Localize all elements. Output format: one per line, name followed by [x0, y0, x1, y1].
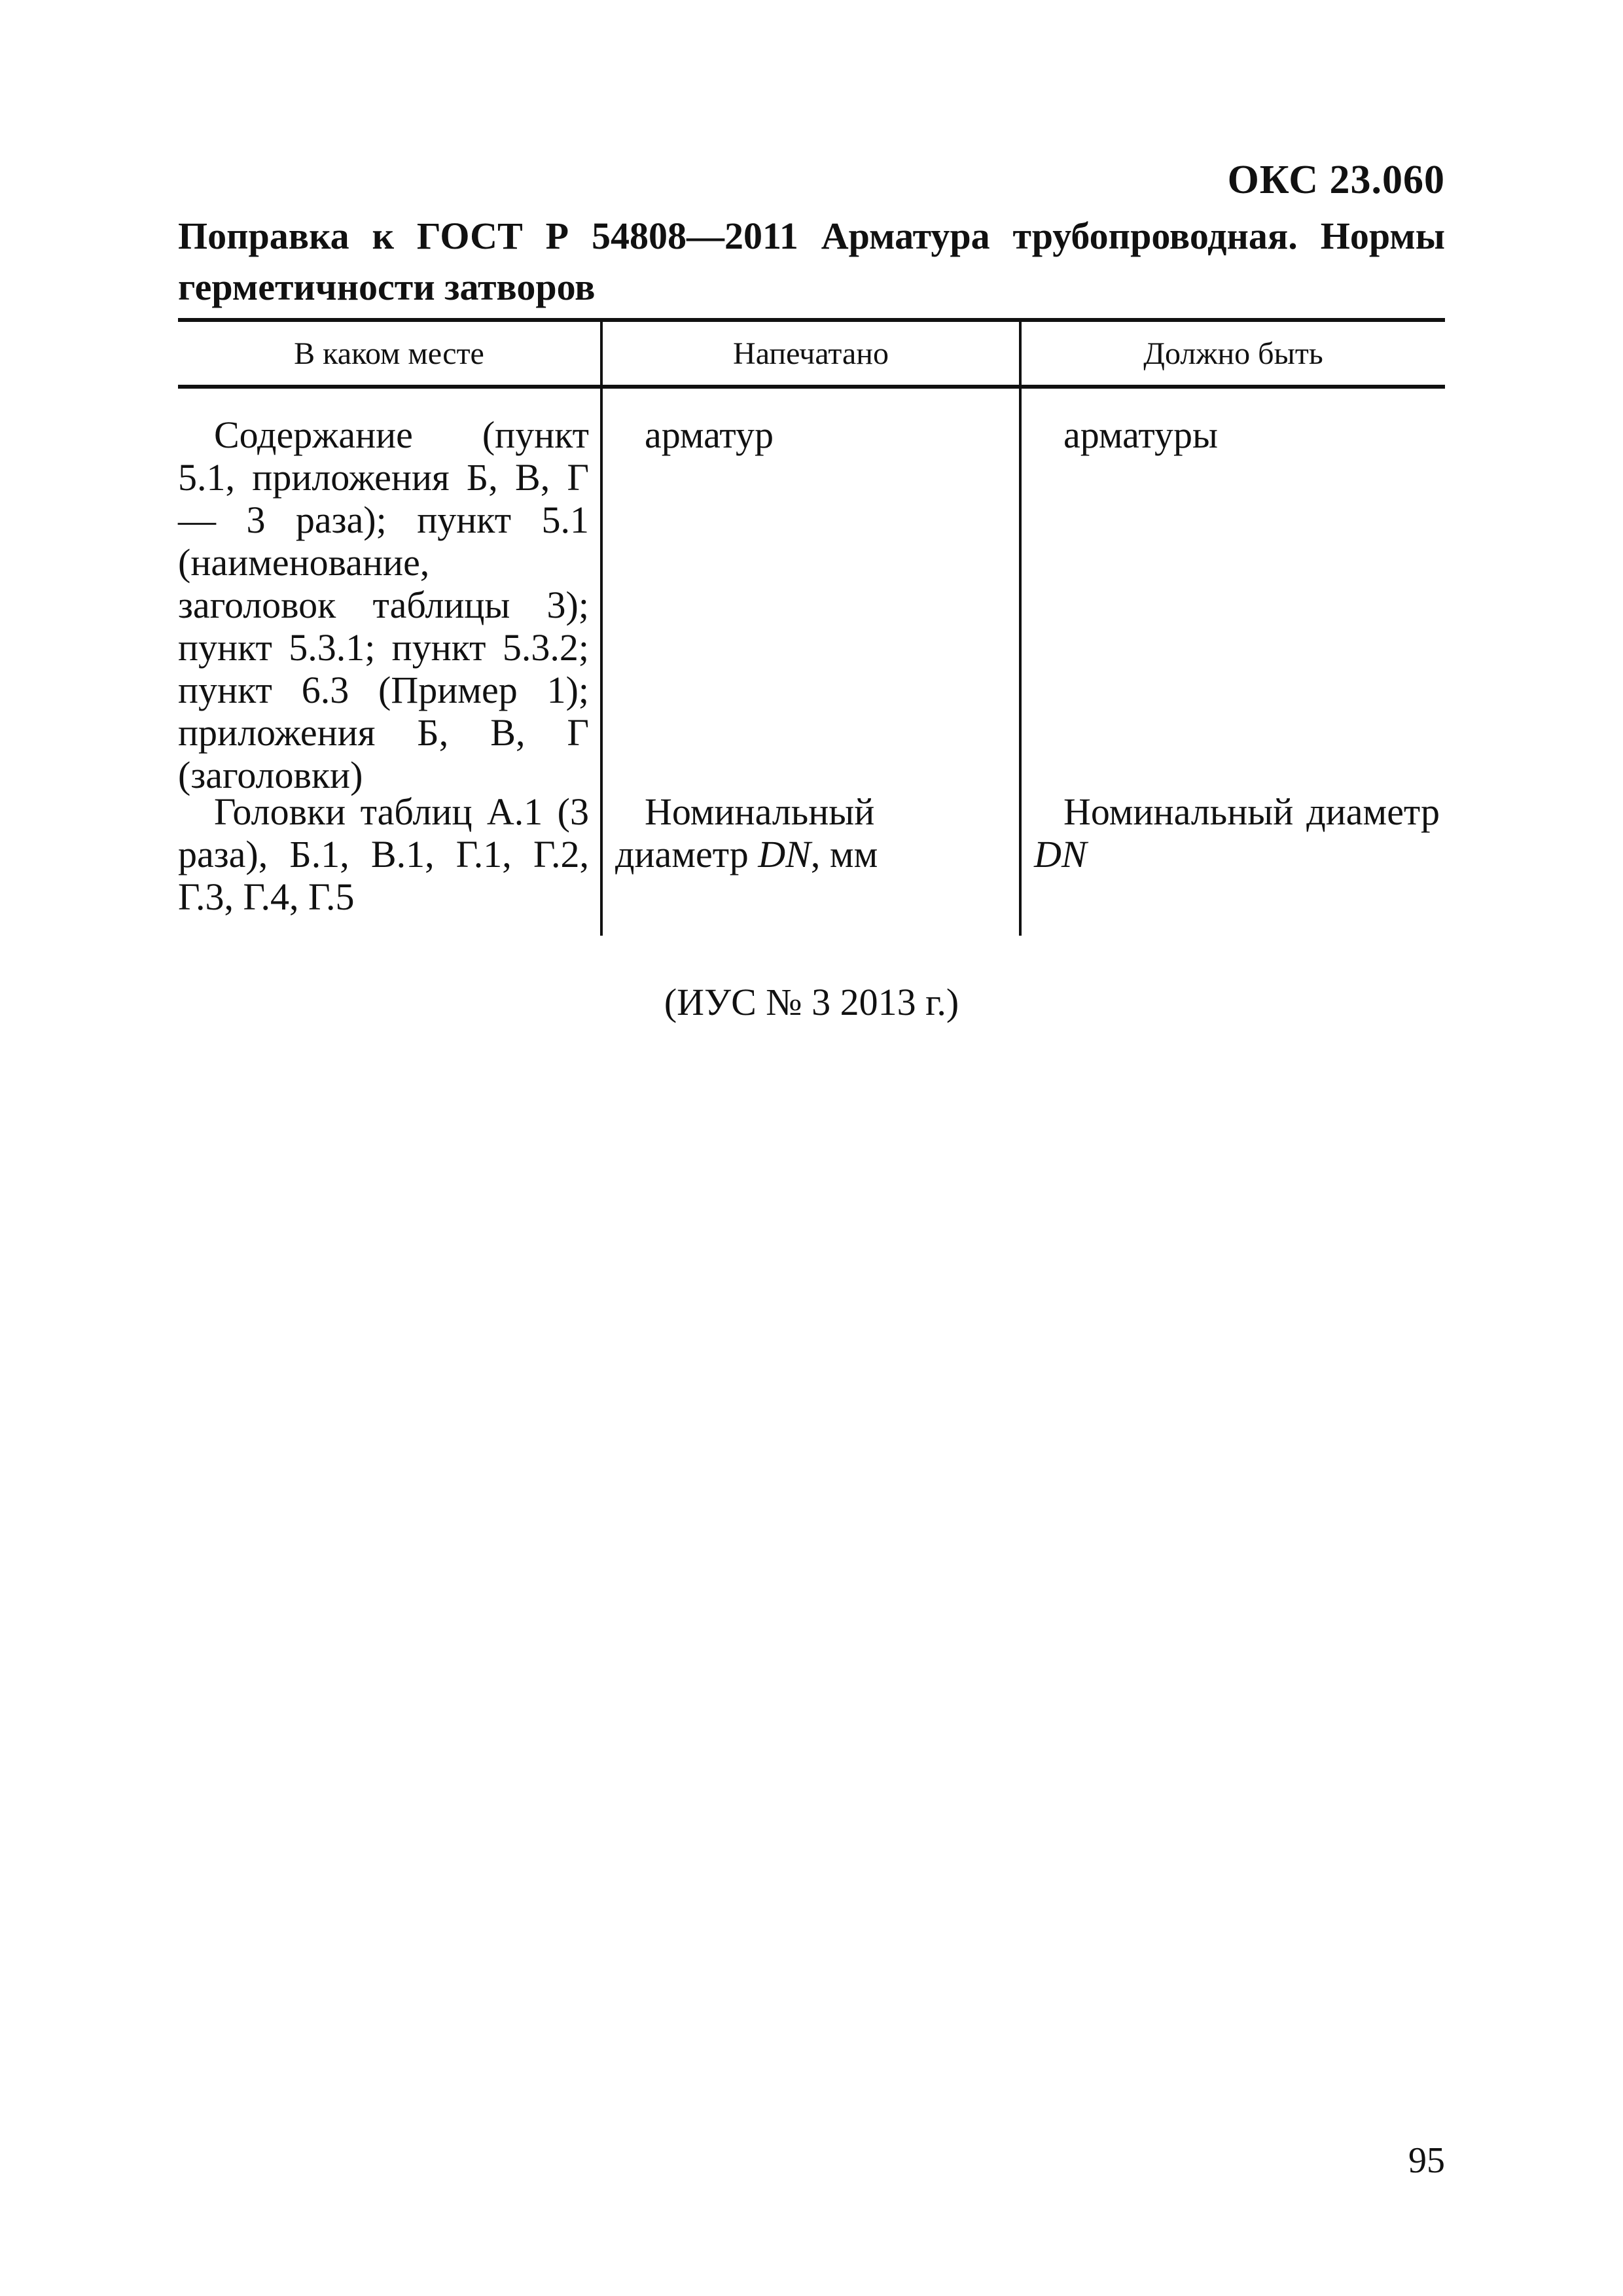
amendment-title: Поправка к ГОСТ Р 54808—2011 Арматура трубопроводная. Нормы герметичности затворов	[178, 215, 1445, 308]
table-header-row	[178, 322, 1445, 389]
table-row-2-printed	[615, 790, 1008, 875]
column-header-printed	[600, 322, 1019, 385]
printed-text: Номинальный диаметр	[615, 790, 875, 875]
table-row-2-should-be	[1034, 790, 1440, 875]
table-row-1-printed: арматур	[645, 414, 774, 456]
source-reference: (ИУС № 3 2013 г.)	[664, 981, 959, 1023]
table-row-1-location: Содержание (пункт 5.1, приложения Б, В, Г — 3 раза); пункт 5.1 (наименование, заголовок таблицы 3); пункт 5.3.1; пункт 5.3.2; пункт 6.3 (Пример 1); приложения Б, В, Г (заголовки)	[178, 414, 589, 796]
printed-unit: , мм	[810, 833, 878, 875]
column-divider	[1019, 389, 1022, 936]
column-header-should-be-label: Должно быть	[1143, 336, 1323, 371]
should-be-text: Номинальный диаметр	[1063, 790, 1440, 833]
column-header-location-label: В каком месте	[294, 336, 484, 371]
printed-symbol: DN	[758, 833, 811, 875]
column-header-location	[178, 322, 600, 385]
page-number: 95	[1408, 2140, 1445, 2181]
table-body	[178, 389, 1445, 936]
should-be-symbol: DN	[1034, 833, 1087, 875]
table-row-2-location: Головки таблиц А.1 (3 раза), Б.1, В.1, Г.1, Г.2, Г.3, Г.4, Г.5	[178, 790, 589, 918]
corrections-table	[178, 318, 1445, 936]
column-divider	[600, 389, 603, 936]
oks-code: ОКС 23.060	[1227, 158, 1445, 202]
table-row-1-should-be: арматуры	[1063, 414, 1218, 456]
column-header-printed-label: Напечатано	[733, 336, 889, 371]
column-header-should-be	[1019, 322, 1445, 385]
